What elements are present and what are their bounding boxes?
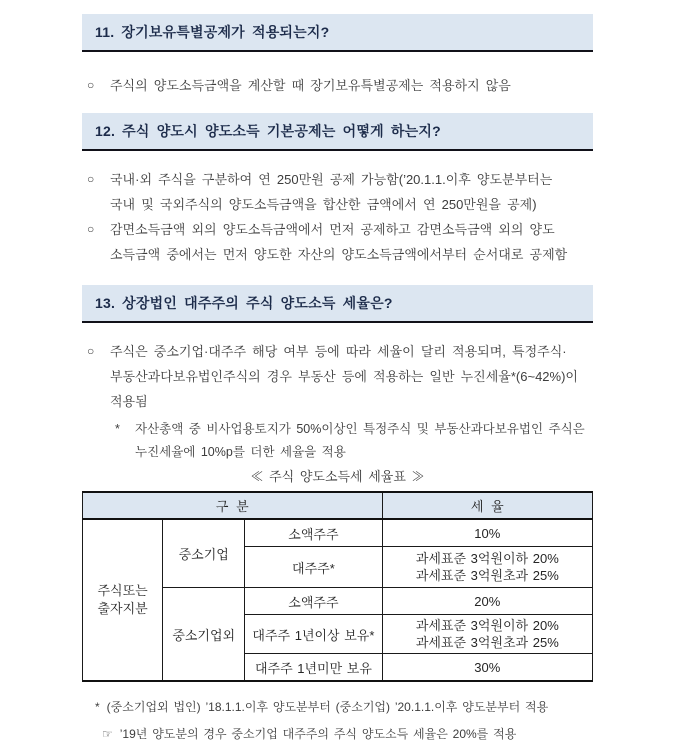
rate-cell: 20% — [382, 588, 592, 615]
bullet-line: 감면소득금액 외의 양도소득금액에서 먼저 공제하고 감면소득금액 외의 양도 — [110, 222, 555, 237]
section-11-bullet-1 — [82, 73, 593, 98]
asterisk-marker: * — [95, 700, 100, 714]
rate-line: 과세표준 3억원이하 20% — [415, 618, 559, 633]
section-13-bullet-1 — [82, 339, 593, 414]
bullet-line: 주식의 양도소득금액을 계산할 때 장기보유특별공제는 적용하지 않음 — [110, 78, 511, 93]
rate-line: 과세표준 3억원초과 25% — [415, 568, 559, 583]
bullet-line: 국내·외 주식을 구분하여 연 250만원 공제 가능함(’20.1.1.이후 양도분부터는 — [110, 172, 553, 187]
rate-cell — [382, 615, 592, 654]
footnote-text: (중소기업외 법인) ’18.1.1.이후 양도분부터 (중소기업) ’20.1.1.이후 양도분부터 적용 — [106, 700, 549, 714]
table-header-row — [83, 492, 593, 519]
bullet-line: 적용됨 — [110, 394, 148, 409]
column-header-rate: 세 율 — [382, 492, 592, 519]
section-12-header — [82, 113, 593, 151]
bullet-line: 국내 및 국외주식의 양도소득금액을 합산한 금액에서 연 250만원을 공제) — [110, 197, 537, 212]
table-row — [83, 519, 593, 547]
section-12-bullet-1 — [82, 167, 593, 217]
section-13-header — [82, 285, 593, 323]
bullet-line: 소득금액 중에서는 먼저 양도한 자산의 양도소득금액에서부터 순서대로 공제함 — [110, 247, 568, 262]
label-cell: 대주주 1년미만 보유 — [245, 654, 382, 682]
table-title: ≪ 주식 양도소득세 세율표 ≫ — [250, 469, 425, 484]
bullet-line: 부동산과다보유법인주식의 경우 부동산 등에 적용하는 일반 누진세율*(6~42%)이 — [110, 369, 578, 384]
bullet-marker: ○ — [87, 172, 95, 186]
bullet-marker: ○ — [87, 78, 95, 92]
stub-line: 주식또는 — [97, 583, 148, 598]
label-cell: 소액주주 — [245, 588, 382, 615]
bullet-text — [110, 167, 593, 217]
bullet-text — [110, 339, 593, 414]
section-11-header — [82, 14, 593, 52]
asterisk-marker: * — [115, 422, 120, 436]
section-11-title: 11. 장기보유특별공제가 적용되는지? — [95, 24, 330, 40]
footnote-text: ’19년 양도분의 경우 중소기업 대주주의 주식 양도소득 세율은 20%를 적용 — [119, 727, 517, 741]
note-text — [135, 418, 585, 464]
label-cell: 대주주* — [245, 547, 382, 588]
column-header-category: 구 분 — [83, 492, 383, 519]
note-line: 자산총액 중 비사업용토지가 50%이상인 특정주식 및 부동산과다보유법인 주식은 — [135, 422, 585, 436]
section-12-bullet-2 — [82, 217, 593, 267]
rate-cell: 10% — [382, 519, 592, 547]
note-line: 누진세율에 10%p를 더한 세율을 적용 — [135, 445, 346, 459]
label-cell: 대주주 1년이상 보유* — [245, 615, 382, 654]
stub-cell — [83, 519, 163, 681]
rate-line: 과세표준 3억원이하 20% — [415, 551, 559, 566]
bullet-marker: ○ — [87, 344, 95, 358]
footnote-2 — [82, 726, 593, 743]
rate-cell: 30% — [382, 654, 592, 682]
section-13-footnote — [82, 418, 593, 464]
bullet-marker: ○ — [87, 222, 95, 236]
rate-cell — [382, 547, 592, 588]
bullet-text — [110, 73, 593, 98]
bullet-text — [110, 217, 593, 267]
group-cell-sme: 중소기업 — [163, 519, 245, 588]
section-11 — [82, 14, 593, 98]
section-12 — [82, 113, 593, 267]
section-13-title: 13. 상장법인 대주주의 주식 양도소득 세율은? — [95, 295, 393, 311]
label-cell: 소액주주 — [245, 519, 382, 547]
rate-line: 과세표준 3억원초과 25% — [415, 635, 559, 650]
section-13 — [82, 285, 593, 464]
group-cell-non-sme: 중소기업외 — [163, 588, 245, 682]
section-12-title: 12. 주식 양도시 양도소득 기본공제는 어떻게 하는지? — [95, 123, 441, 139]
footnote-1 — [82, 699, 593, 716]
bullet-line: 주식은 중소기업·대주주 해당 여부 등에 따라 세율이 달리 적용되며, 특정주식· — [110, 344, 567, 359]
stub-line: 출자지분 — [97, 601, 148, 616]
tax-rate-table — [82, 491, 593, 682]
pointing-hand-icon: ☞ — [102, 727, 113, 741]
